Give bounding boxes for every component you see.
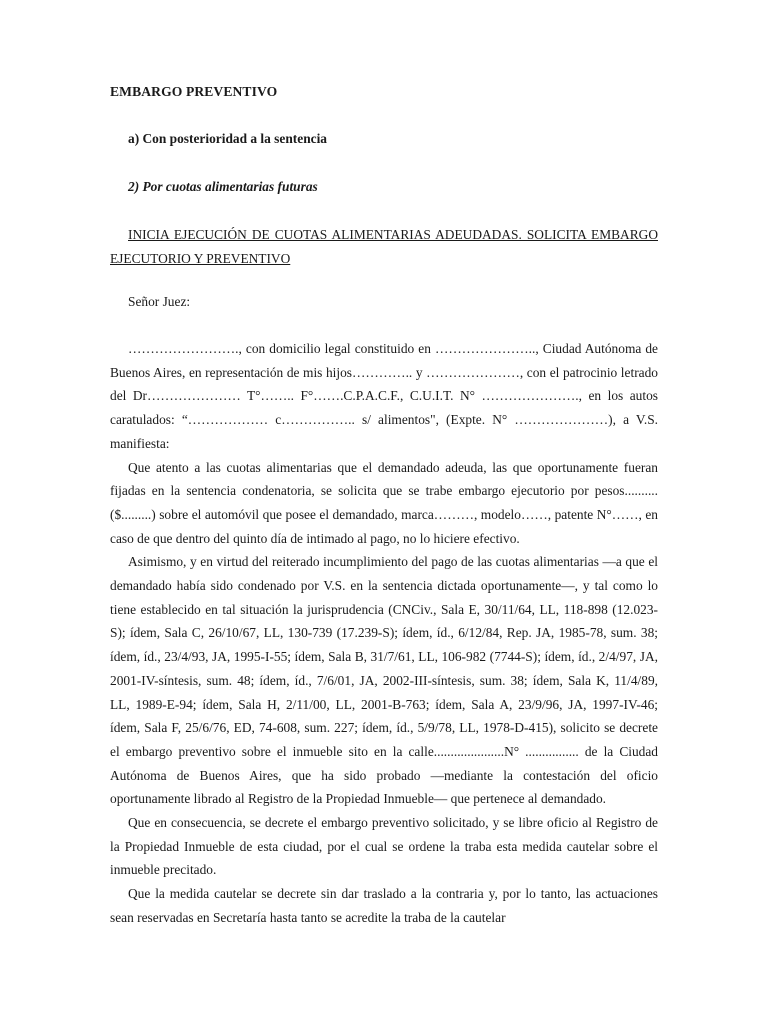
paragraph-oficio: Que en consecuencia, se decrete el embargo preventivo solicitado, y se libre oficio al Registro de la Propiedad Inmueble de esta ciudad, por el cual se ordene la traba esta medida cautelar sobre el inmueble precitado. bbox=[110, 815, 658, 878]
case-caption: INICIA EJECUCIÓN DE CUOTAS ALIMENTARIAS ADEUDADAS. SOLICITA EMBARGO EJECUTORIO Y PREVENTIVO bbox=[110, 227, 658, 266]
section-heading-2: 2) Por cuotas alimentarias futuras bbox=[128, 179, 318, 194]
paragraph-sin-traslado: Que la medida cautelar se decrete sin dar traslado a la contraria y, por lo tanto, las actuaciones sean reservadas en Secretaría hasta tanto se acredite la traba de la cautelar bbox=[110, 886, 658, 925]
document-title: EMBARGO PREVENTIVO bbox=[110, 84, 278, 99]
paragraph-intro: ……………………., con domicilio legal constituido en ………………….., Ciudad Autónoma de Buenos Aires, en representación de mis hijos………….. y …………………, con el patrocinio letrado del Dr………………… T°…….. F°…….C.P.A.C.F., C.U.I.T. N° …………………., en los autos caratulados: “……………… c…………….. s/ alimentos", (Expte. N° …………………), a V.S. manifiesta: bbox=[110, 341, 658, 451]
section-heading-a: a) Con posterioridad a la sentencia bbox=[128, 131, 327, 146]
document-body bbox=[110, 337, 658, 930]
paragraph-embargo-ejecutorio: Que atento a las cuotas alimentarias que el demandado adeuda, las que oportunamente fueran fijadas en la sentencia condenatoria, se solicita que se trabe embargo ejecutorio por pesos.......... ($.........) sobre el automóvil que posee el demandado, marca………, modelo……, patente N°……, en caso de que dentro del quinto día de intimado al pago, no lo hiciere efectivo. bbox=[110, 459, 658, 546]
salutation: Señor Juez: bbox=[128, 294, 191, 309]
paragraph-jurisprudencia: Asimismo, y en virtud del reiterado incumplimiento del pago de las cuotas alimentarias —a que el demandado había sido condenado por V.S. en la sentencia dictada oportunamente—, y tal como lo tiene establecido en tal situación la jurisprudencia (CNCiv., Sala E, 30/11/64, LL, 118-898 (12.023-S); ídem, Sala C, 26/10/67, LL, 130-739 (17.239-S); ídem, íd., 6/12/84, Rep. JA, 1985-78, sum. 38; ídem, íd., 23/4/93, JA, 1995-I-55; ídem, Sala B, 31/7/61, LL, 106-982 (7744-S); ídem, íd., 2/4/97, JA, 2001-IV-síntesis, sum. 48; ídem, íd., 7/6/01, JA, 2002-III-síntesis, sum. 38; ídem, Sala K, 11/4/89, LL, 1989-E-94; ídem, Sala H, 2/11/00, LL, 2001-B-763; ídem, Sala A, 23/9/96, JA, 1997-IV-46; ídem, Sala F, 25/6/76, ED, 74-608, sum. 227; ídem, íd., 5/9/78, LL, 1978-D-415), solicito se decrete el embargo preventivo sobre el inmueble sito en la calle.....................N° ................ de la Ciudad Autónoma de Buenos Aires, que ha sido probado —mediante la contestación del oficio oportunamente librado al Registro de la Propiedad Inmueble— que pertenece al demandado. bbox=[110, 554, 658, 807]
